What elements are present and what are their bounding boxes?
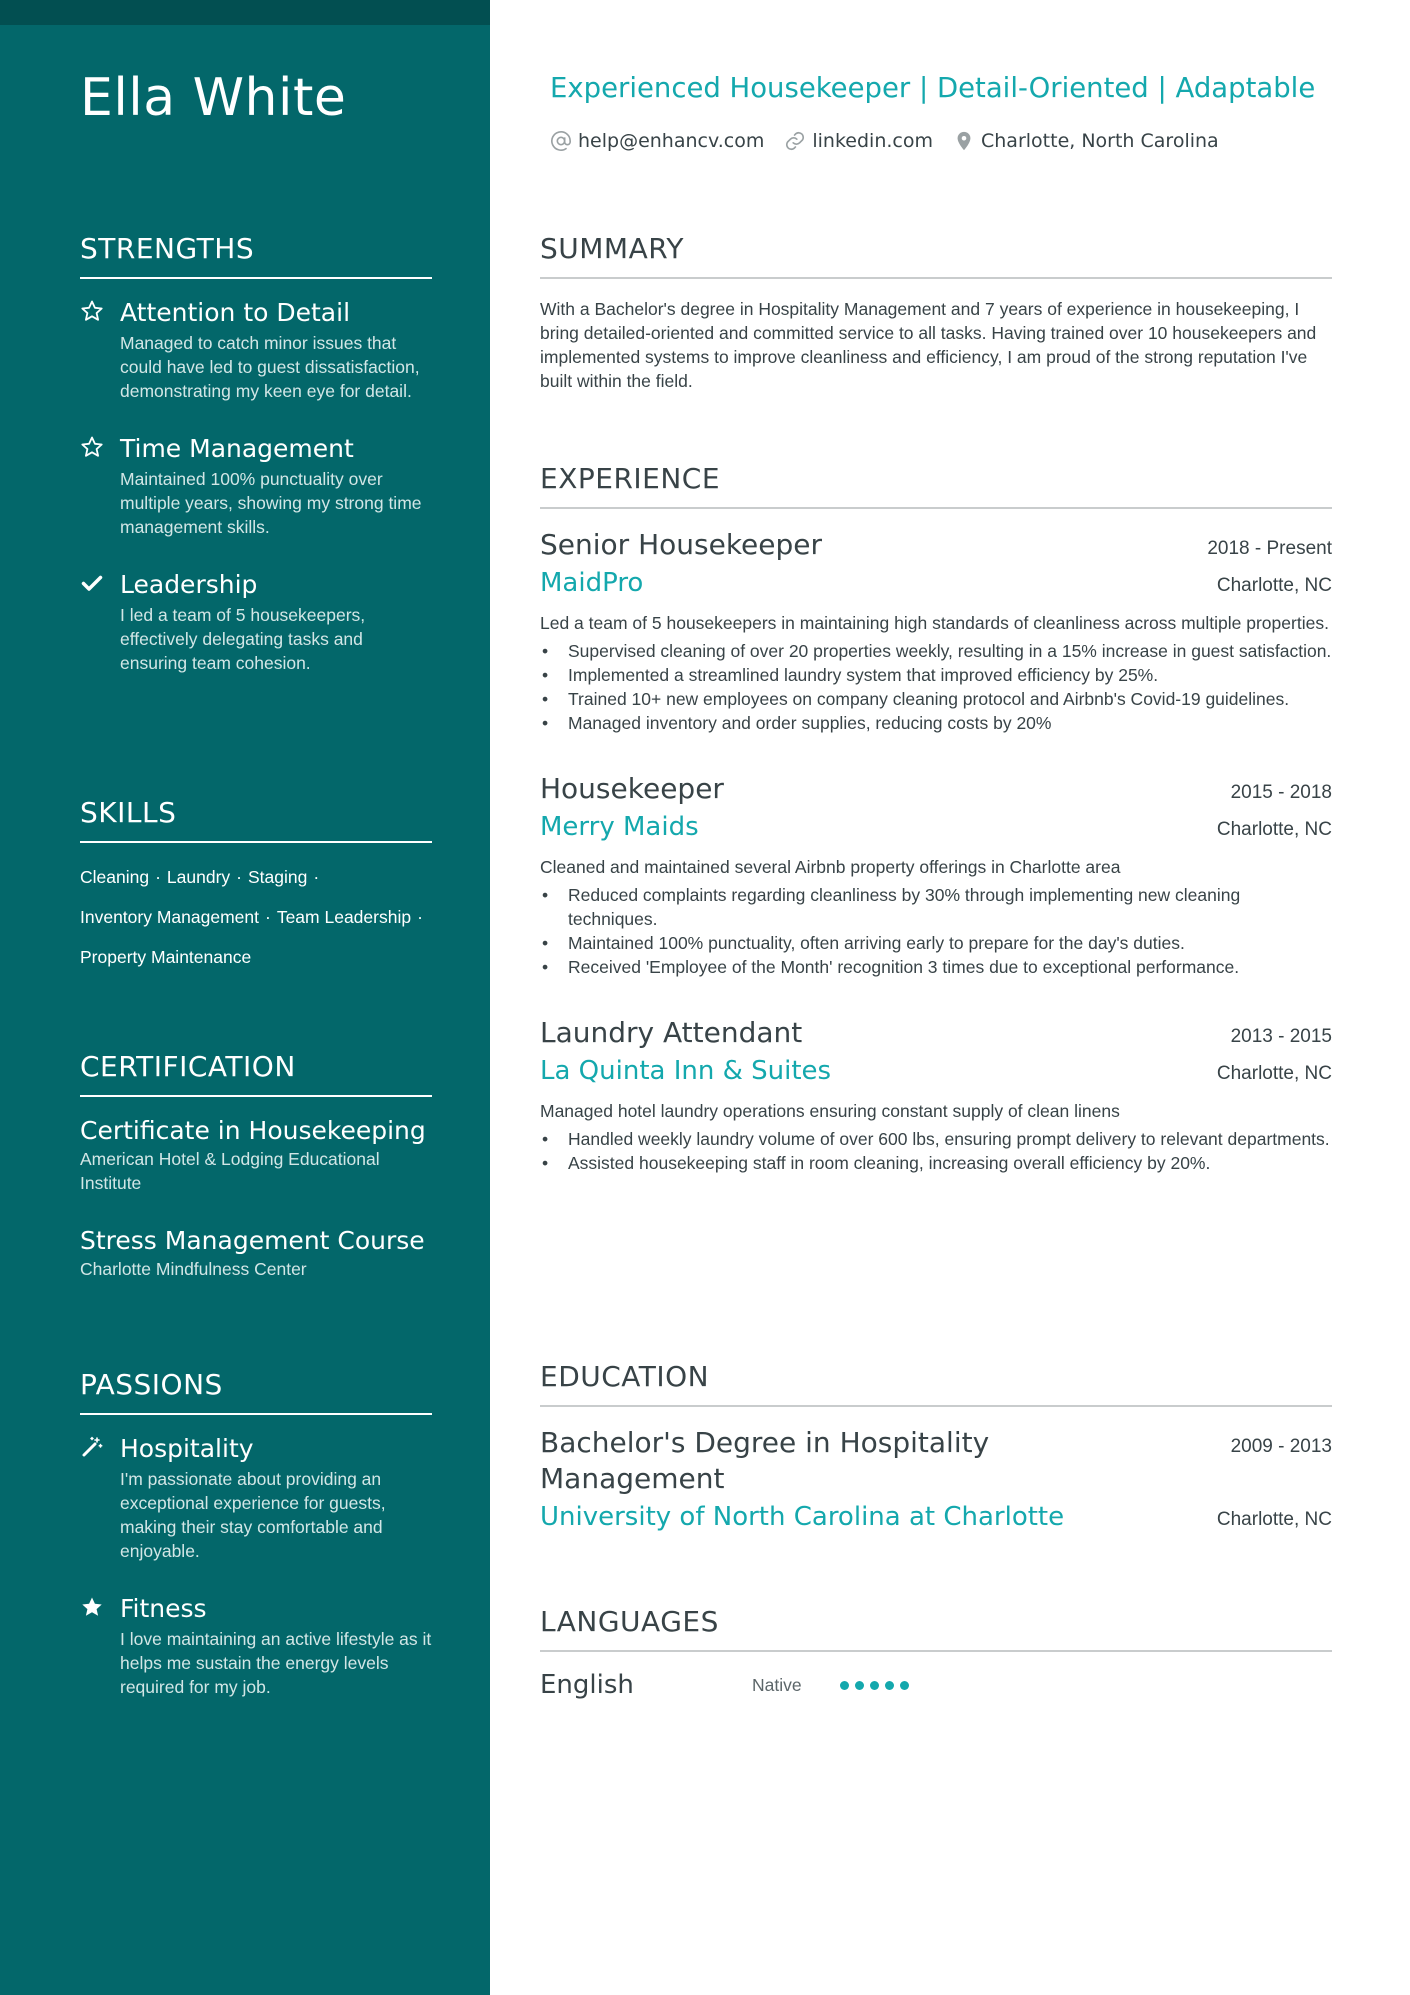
summary-section	[540, 232, 1332, 393]
proficiency-dot	[855, 1681, 864, 1690]
job-title: Senior Housekeeper	[540, 528, 822, 561]
school-name: University of North Carolina at Charlotte	[540, 1502, 1065, 1532]
job-bullet: • Maintained 100% punctuality, often arriving early to prepare for the day's duties.	[540, 931, 1332, 955]
passions-heading: PASSIONS	[80, 1368, 432, 1415]
skill-separator: ·	[155, 867, 161, 887]
job-bullet: • Reduced complaints regarding cleanliness by 30% through implementing new cleaning techniques.	[540, 883, 1332, 931]
strength-item	[80, 297, 432, 403]
contact-location	[953, 130, 1219, 152]
strength-item	[80, 433, 432, 539]
strength-item	[80, 569, 432, 675]
job-bullet: • Received 'Employee of the Month' recognition 3 times due to exceptional performance.	[540, 955, 1332, 979]
certification-item	[80, 1115, 432, 1195]
skill-tag: Laundry	[166, 867, 231, 887]
star-outline-icon	[80, 299, 104, 323]
degree-title: Bachelor's Degree in Hospitality Management	[540, 1426, 990, 1495]
job-bullet: • Trained 10+ new employees on company cleaning protocol and Airbnb's Covid-19 guidelines.	[540, 687, 1332, 711]
checkmark-icon	[80, 571, 104, 595]
languages-heading: LANGUAGES	[540, 1605, 1332, 1652]
job-bullet: • Assisted housekeeping staff in room cleaning, increasing overall efficiency by 20%.	[540, 1151, 1332, 1175]
proficiency-dot	[885, 1681, 894, 1690]
strength-description: Maintained 100% punctuality over multiple years, showing my strong time management skills.	[120, 469, 422, 537]
summary-heading: SUMMARY	[540, 232, 1332, 279]
job-company: MaidPro	[540, 568, 644, 598]
candidate-name: Ella White	[80, 68, 347, 128]
certification-heading: CERTIFICATION	[80, 1050, 432, 1097]
passions-section	[80, 1368, 432, 1729]
job-bullets	[540, 883, 1332, 979]
linkedin-text: linkedin.com	[812, 130, 933, 152]
passion-title: Hospitality	[120, 1434, 254, 1463]
passion-item	[80, 1593, 432, 1699]
contact-email[interactable]	[550, 130, 764, 152]
certification-issuer: Charlotte Mindfulness Center	[80, 1259, 307, 1279]
strength-description: I led a team of 5 housekeepers, effectively delegating tasks and ensuring team cohesion.	[120, 605, 366, 673]
education-section	[540, 1360, 1332, 1537]
skill-tag: Staging	[247, 867, 308, 887]
skills-section	[80, 796, 432, 977]
at-sign-icon	[550, 130, 572, 152]
job-entry	[540, 771, 1332, 979]
job-title: Housekeeper	[540, 772, 724, 805]
link-icon	[784, 130, 806, 152]
skills-heading: SKILLS	[80, 796, 432, 843]
education-heading: EDUCATION	[540, 1360, 1332, 1407]
certification-title: Certificate in Housekeeping	[80, 1116, 426, 1145]
contact-linkedin[interactable]	[784, 130, 933, 152]
sidebar-top-bar	[0, 0, 490, 25]
education-date: 2009 - 2013	[1230, 1436, 1332, 1457]
proficiency-dot	[900, 1681, 909, 1690]
headline-tagline: Experienced Housekeeper | Detail-Oriented | Adaptable	[550, 72, 1316, 104]
proficiency-dots	[840, 1681, 915, 1690]
skill-separator: ·	[313, 867, 320, 887]
job-company: Merry Maids	[540, 812, 699, 842]
strengths-heading: STRENGTHS	[80, 232, 432, 279]
email-text: help@enhancv.com	[578, 130, 765, 152]
language-item	[540, 1670, 1332, 1700]
job-location: Charlotte, NC	[1216, 575, 1332, 596]
star-filled-icon	[80, 1595, 104, 1619]
job-date: 2013 - 2015	[1230, 1026, 1332, 1047]
proficiency-dot	[840, 1681, 849, 1690]
certification-issuer: American Hotel & Lodging Educational Institute	[80, 1149, 380, 1193]
sidebar	[0, 0, 490, 1995]
passion-description: I'm passionate about providing an exceptional experience for guests, making their stay comfortable and enjoyable.	[120, 1469, 386, 1561]
job-title: Laundry Attendant	[540, 1016, 803, 1049]
education-location: Charlotte, NC	[1216, 1509, 1332, 1530]
language-level: Native	[752, 1674, 802, 1695]
job-bullets	[540, 1127, 1332, 1175]
location-text: Charlotte, North Carolina	[981, 130, 1219, 152]
skill-separator: ·	[417, 907, 423, 927]
passion-item	[80, 1433, 432, 1563]
job-company: La Quinta Inn & Suites	[540, 1056, 832, 1086]
skill-tag: Team Leadership	[276, 907, 412, 927]
certification-item	[80, 1225, 432, 1281]
experience-heading: EXPERIENCE	[540, 462, 1332, 509]
language-name: English	[540, 1670, 634, 1700]
passion-title: Fitness	[120, 1594, 207, 1623]
certification-section	[80, 1050, 432, 1311]
skill-separator: ·	[265, 907, 271, 927]
strengths-section	[80, 232, 432, 705]
passion-description: I love maintaining an active lifestyle as it helps me sustain the energy levels required for my job.	[120, 1629, 432, 1697]
job-bullets	[540, 639, 1332, 735]
certification-title: Stress Management Course	[80, 1226, 425, 1255]
strength-description: Managed to catch minor issues that could have led to guest dissatisfaction, demonstrating my keen eye for detail.	[120, 333, 420, 401]
skills-list	[80, 857, 432, 977]
magic-wand-icon	[80, 1435, 104, 1459]
skill-tag: Cleaning	[80, 867, 150, 887]
star-outline-icon	[80, 435, 104, 459]
summary-text: With a Bachelor's degree in Hospitality Management and 7 years of experience in housekeeping, I bring detailed-oriented and committed service to all tasks. Having trained over 10 housekeepers and implemented systems to improve cleanliness and efficiency, I am proud of the strong reputation I've built within the field.	[540, 299, 1317, 391]
job-date: 2015 - 2018	[1230, 782, 1332, 803]
location-pin-icon	[953, 130, 975, 152]
proficiency-dot	[870, 1681, 879, 1690]
languages-section	[540, 1605, 1332, 1700]
job-description: Managed hotel laundry operations ensuring constant supply of clean linens	[540, 1101, 1120, 1121]
job-bullet: • Managed inventory and order supplies, reducing costs by 20%	[540, 711, 1332, 735]
job-bullet: • Handled weekly laundry volume of over 600 lbs, ensuring prompt delivery to relevant departments.	[540, 1127, 1332, 1151]
job-bullet: • Implemented a streamlined laundry system that improved efficiency by 25%.	[540, 663, 1332, 687]
contact-bar	[550, 130, 1239, 152]
strength-title: Attention to Detail	[120, 298, 351, 327]
job-location: Charlotte, NC	[1216, 1063, 1332, 1084]
skill-separator: ·	[236, 867, 242, 887]
job-bullet: • Supervised cleaning of over 20 properties weekly, resulting in a 15% increase in guest satisfaction.	[540, 639, 1332, 663]
job-description: Cleaned and maintained several Airbnb property offerings in Charlotte area	[540, 857, 1121, 877]
job-description: Led a team of 5 housekeepers in maintaining high standards of cleanliness across multiple properties.	[540, 613, 1329, 633]
skill-tag: Property Maintenance	[80, 947, 252, 967]
strength-title: Leadership	[120, 570, 258, 599]
skill-tag: Inventory Management	[80, 907, 259, 927]
job-entry	[540, 1015, 1332, 1175]
strength-title: Time Management	[120, 434, 354, 463]
job-date: 2018 - Present	[1207, 538, 1332, 559]
job-location: Charlotte, NC	[1216, 819, 1332, 840]
job-entry	[540, 527, 1332, 735]
experience-section	[540, 462, 1332, 1211]
